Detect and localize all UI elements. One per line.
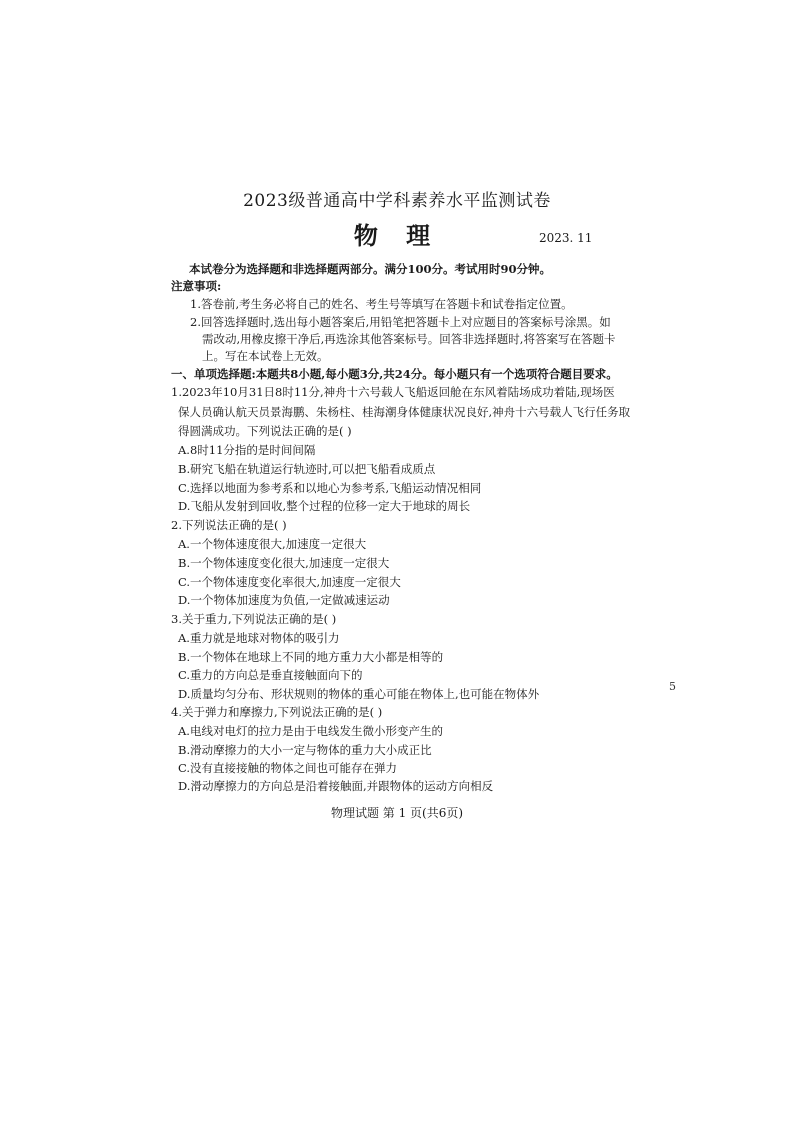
- question-2-option-b: B.一个物体速度变化很大,加速度一定很大: [178, 556, 390, 570]
- question-2-option-a: A.一个物体速度很大,加速度一定很大: [178, 537, 367, 551]
- question-3-option-a: A.重力就是地球对物体的吸引力: [178, 631, 340, 645]
- question-1-option-a: A.8时11分指的是时间间隔: [178, 443, 316, 457]
- note-line: 2.回答选择题时,选出每小题答案后,用铅笔把答题卡上对应题目的答案标号涂黑。如: [190, 315, 611, 329]
- question-1-option-c: C.选择以地面为参考系和以地心为参考系,飞船运动情况相同: [178, 481, 482, 495]
- exam-intro: 本试卷分为选择题和非选择题两部分。满分100分。考试用时90分钟。: [189, 262, 552, 276]
- question-4-option-b: B.滑动摩擦力的大小一定与物体的重力大小成正比: [178, 743, 432, 757]
- section-heading: 一、单项选择题:本题共8小题,每小题3分,共24分。每小题只有一个选项符合题目要求。: [171, 367, 618, 381]
- note-line: 1.答卷前,考生务必将自己的姓名、考生号等填写在答题卡和试卷指定位置。: [190, 297, 573, 311]
- question-3-option-c: C.重力的方向总是垂直接触面向下的: [178, 668, 363, 682]
- question-4-stem: 4.关于弹力和摩擦力,下列说法正确的是( ): [171, 705, 383, 719]
- exam-title: 2023级普通高中学科素养水平监测试卷: [243, 191, 551, 211]
- question-2-option-d: D.一个物体加速度为负值,一定做减速运动: [178, 593, 390, 607]
- margin-mark: 5: [669, 680, 676, 693]
- question-4-option-d: D.滑动摩擦力的方向总是沿着接触面,并跟物体的运动方向相反: [178, 779, 494, 793]
- question-2-option-c: C.一个物体速度变化率很大,加速度一定很大: [178, 575, 401, 589]
- question-1-stem-line: 保人员确认航天员景海鹏、朱杨柱、桂海潮身体健康状况良好,神舟十六号载人飞行任务取: [178, 405, 631, 419]
- question-1-stem-line: 得圆满成功。下列说法正确的是( ): [178, 424, 352, 438]
- exam-date: 2023. 11: [539, 231, 593, 245]
- subject-title: 物 理: [353, 221, 441, 250]
- question-3-stem: 3.关于重力,下列说法正确的是( ): [171, 612, 337, 626]
- question-1-option-d: D.飞船从发射到回收,整个过程的位移一定大于地球的周长: [178, 499, 471, 513]
- question-3-option-b: B.一个物体在地球上不同的地方重力大小都是相等的: [178, 650, 444, 664]
- question-3-option-d: D.质量均匀分布、形状规则的物体的重心可能在物体上,也可能在物体外: [178, 687, 540, 701]
- note-line: 上。写在本试卷上无效。: [202, 349, 329, 363]
- note-line: 需改动,用橡皮擦干净后,再选涂其他答案标号。回答非选择题时,将答案写在答题卡: [202, 332, 616, 346]
- question-2-stem: 2.下列说法正确的是( ): [171, 518, 287, 532]
- question-1-option-b: B.研究飞船在轨道运行轨迹时,可以把飞船看成质点: [178, 462, 436, 476]
- question-4-option-c: C.没有直接接触的物体之间也可能存在弹力: [178, 761, 398, 775]
- question-1-stem-line: 1.2023年10月31日8时11分,神舟十六号载人飞船返回舱在东风着陆场成功着陆,现场医: [171, 385, 615, 399]
- notes-heading: 注意事项:: [171, 279, 222, 293]
- page-footer: 物理试题 第 1 页(共6页): [330, 806, 464, 820]
- question-4-option-a: A.电线对电灯的拉力是由于电线发生微小形变产生的: [178, 724, 443, 738]
